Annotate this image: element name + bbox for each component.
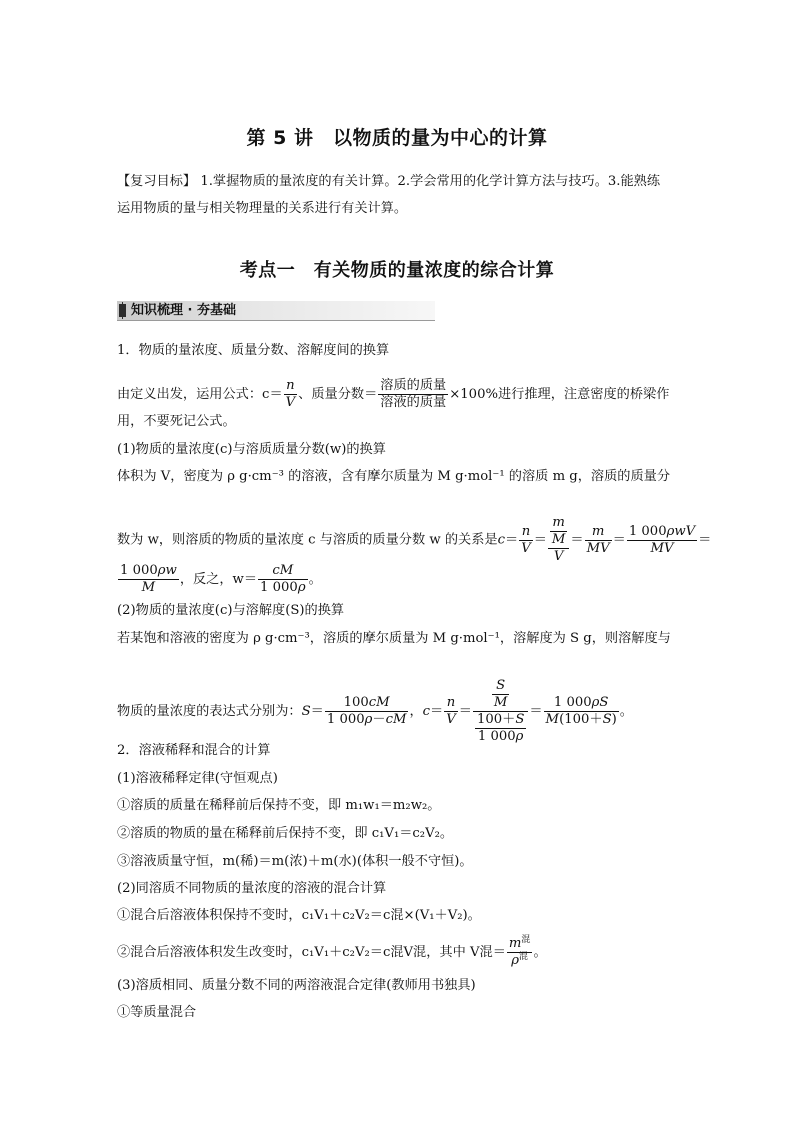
definition-note: 用，不要死记公式。 <box>117 414 236 429</box>
c-s-paragraph-1: 若某饱和溶液的密度为 ρ g·cm⁻³，溶质的摩尔质量为 M g·mol⁻¹，溶解度为 S g，则溶解度与 <box>117 631 671 646</box>
mixing-heading: (2)同溶质不同物质的量浓度的溶液的混合计算 <box>117 881 387 896</box>
heading-conversion: 1．物质的量浓度、质量分数、溶解度间的换算 <box>117 343 390 358</box>
definition-formula-line: 由定义出发，运用公式：c＝ $\frac{n}{V}$ 、质量分数＝ $\frac{\text{溶质的质量}}{\text{溶液的质量}}$ ×100%进行推理，注意密度的桥梁作 <box>117 378 670 410</box>
mixing-changing-volume: ②混合后溶液体积发生改变时，c₁V₁＋c₂V₂＝c混V混，其中 V混＝ $\frac{m^混}{\rho^混}$ 。 <box>117 935 547 968</box>
c-w-paragraph-1: 体积为 V，密度为 ρ g·cm⁻³ 的溶液，含有摩尔质量为 M g·mol⁻¹ 的溶质 m g，溶质的质量分 <box>117 469 671 484</box>
mixing-constant-volume: ①混合后溶液体积保持不变时，c₁V₁＋c₂V₂＝c混×(V₁＋V₂)。 <box>117 908 481 923</box>
review-goals-line1 <box>117 172 660 192</box>
equal-mass-mixing: ①等质量混合 <box>117 1005 197 1020</box>
page-title: 第 5 讲 以物质的量为中心的计算 <box>246 127 548 149</box>
review-goals-text: 1.掌握物质的量浓度的有关计算。2.学会常用的化学计算方法与技巧。3.能熟练 <box>196 174 661 189</box>
dilution-law-solution-mass: ③溶液质量守恒，m(稀)＝m(浓)＋m(水)(体积一般不守恒)。 <box>117 854 473 869</box>
banner-text: 知识梳理 · 夯基础 <box>131 303 236 318</box>
knowledge-banner <box>117 301 435 321</box>
dilution-law-mass: ①溶质的质量在稀释前后保持不变，即 m₁w₁＝m₂w₂。 <box>117 798 441 813</box>
sub-heading-c-w: (1)物质的量浓度(c)与溶质质量分数(w)的换算 <box>117 442 386 457</box>
heading-dilution: 2．溶液稀释和混合的计算 <box>117 743 271 758</box>
c-w-formula-line: 数为 w，则溶质的物质的量浓度 c 与溶质的质量分数 w 的关系是c＝ $\frac{n}{V}$ ＝ $\frac{\frac{m}{M}}{V}$ ＝ $\frac{m}{MV}$ ＝ $\frac{\text{1 000ρwV}}{MV}$ ＝ <box>117 515 712 564</box>
fraction-n-over-v: $\frac{n}{V}$ <box>285 378 296 410</box>
dilution-law-heading: (1)溶液稀释定律(守恒观点) <box>117 771 278 786</box>
section-title: 考点一 有关物质的量浓度的综合计算 <box>239 260 555 281</box>
dilution-law-moles: ②溶质的物质的量在稀释前后保持不变，即 c₁V₁＝c₂V₂。 <box>117 826 454 841</box>
review-goals-label: 【复习目标】 <box>117 174 197 189</box>
c-s-formula-line: 物质的量浓度的表达式分别为：S＝ $\frac{100cM}{1 000\rho-cM}$ ，c＝ $\frac{n}{V}$ ＝ $\frac{\frac{S}{M}}{\frac{100+S}{1 000\rho}}$ ＝ $\frac{1 000\rho S}{M(100+S)}$ 。 <box>117 678 633 744</box>
review-goals-line2: 运用物质的量与相关物理量的关系进行有关计算。 <box>117 201 408 216</box>
c-w-formula-line2: $\frac{1 000\rho w}{M}$ ，反之，w＝ $\frac{cM}{1 000\rho}$ 。 <box>120 563 322 595</box>
banner-underline <box>117 320 435 321</box>
mass-fraction-mixing-heading: (3)溶质相同、质量分数不同的两溶液混合定律(教师用书独具) <box>117 978 476 993</box>
sub-heading-c-s: (2)物质的量浓度(c)与溶解度(S)的换算 <box>117 603 345 618</box>
banner-marker-stem <box>122 302 123 319</box>
fraction-mass-fraction: $\frac{\text{溶质的质量}}{\text{溶液的质量}}$ <box>380 378 447 410</box>
